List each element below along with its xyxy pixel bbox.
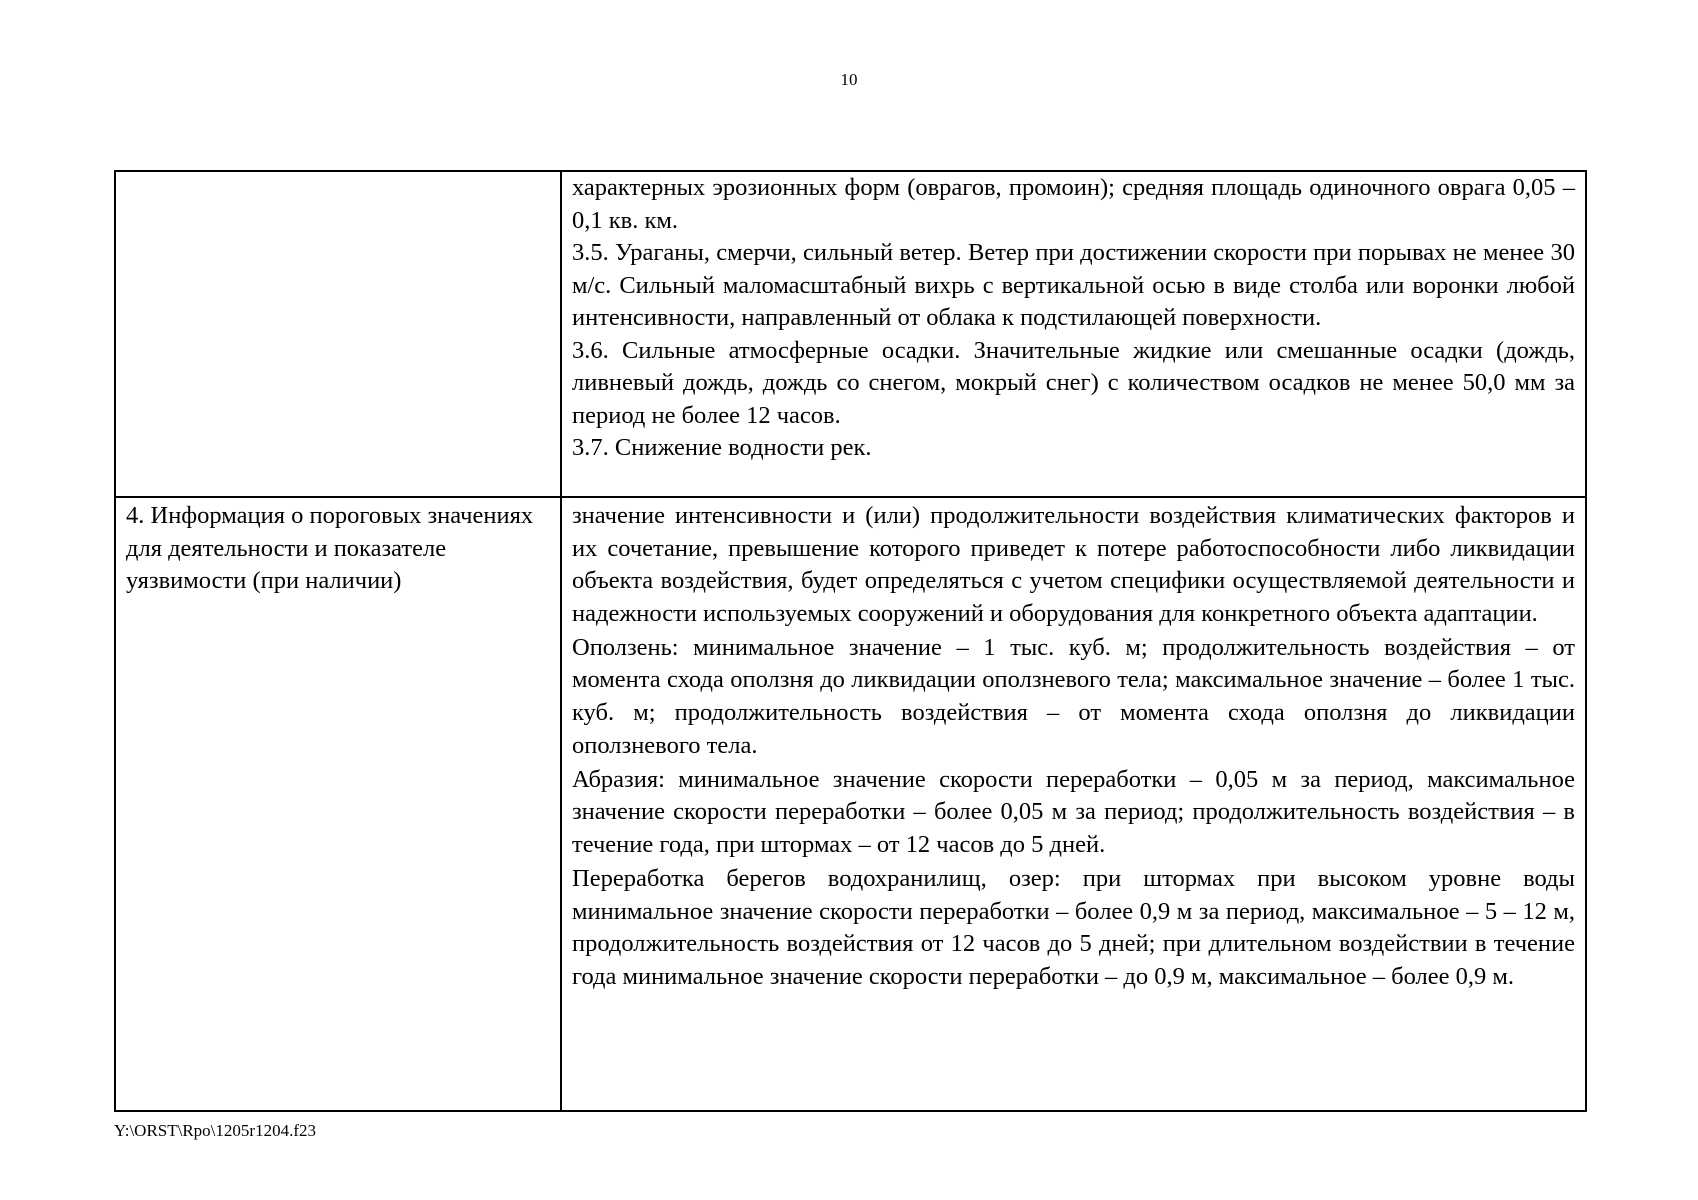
row-content-cell [561,171,1586,497]
paragraph: 3.7. Снижение водности рек. [572,434,872,461]
row-label-cell [115,171,561,497]
table-row [115,171,1586,497]
page-number: 10 [840,70,858,89]
paragraph: значение интенсивности и (или) продолжительности воздействия климатических факторов и их сочетание, превышение которого приведет к потере работоспособности либо ликвидации объекта воздействия, будет определяться с учетом специфики осуществляемой деятельности и надежности используемых сооружений и оборудования для конкретного объекта адаптации. [572,502,1575,627]
row-label-cell: 4. Информация о пороговых значениях для деятельности и показателе уязвимости (при наличии) [115,497,561,1111]
paragraph: Абразия: минимальное значение скорости переработки – 0,05 м за период, максимальное значение скорости переработки – более 0,05 м за период; продолжительность воздействия – в течение года, при штормах – от 12 часов до 5 дней. [572,765,1575,858]
paragraph: 3.6. Сильные атмосферные осадки. Значительные жидкие или смешанные осадки (дождь, ливневый дождь, дождь со снегом, мокрый снег) с количеством осадков не менее 50,0 мм за период не более 12 часов. [572,336,1575,429]
footer-file-path: Y:\ORST\Rpo\1205r1204.f23 [114,1121,316,1140]
table-row [115,497,1586,1111]
paragraph: характерных эрозионных форм (оврагов, промоин); средняя площадь одиночного оврага 0,05 – 0,1 кв. км. [572,174,1575,234]
paragraph: Оползень: минимальное значение – 1 тыс. куб. м; продолжительность воздействия – от момента схода оползня до ликвидации оползневого тела; максимальное значение – более 1 тыс. куб. м; продолжительность воздействия – от момента схода оползня до ликвидации оползневого тела. [572,633,1575,759]
content-table [114,170,1587,1112]
paragraph: Переработка берегов водохранилищ, озер: при штормах при высоком уровне воды минимальное значение скорости переработки – более 0,9 м за период, максимальное – 5 – 12 м, продолжительность воздействия от 12 часов до 5 дней; при длительном воздействии в течение года минимальное значение скорости переработки – до 0,9 м, максимальное – более 0,9 м. [572,865,1575,990]
paragraph: 3.5. Ураганы, смерчи, сильный ветер. Ветер при достижении скорости при порывах не менее 30 м/с. Сильный маломасштабный вихрь с вертикальной осью в виде столба или воронки любой интенсивности, направленный от облака к подстилающей поверхности. [572,239,1575,331]
row-content-cell [561,497,1586,1111]
